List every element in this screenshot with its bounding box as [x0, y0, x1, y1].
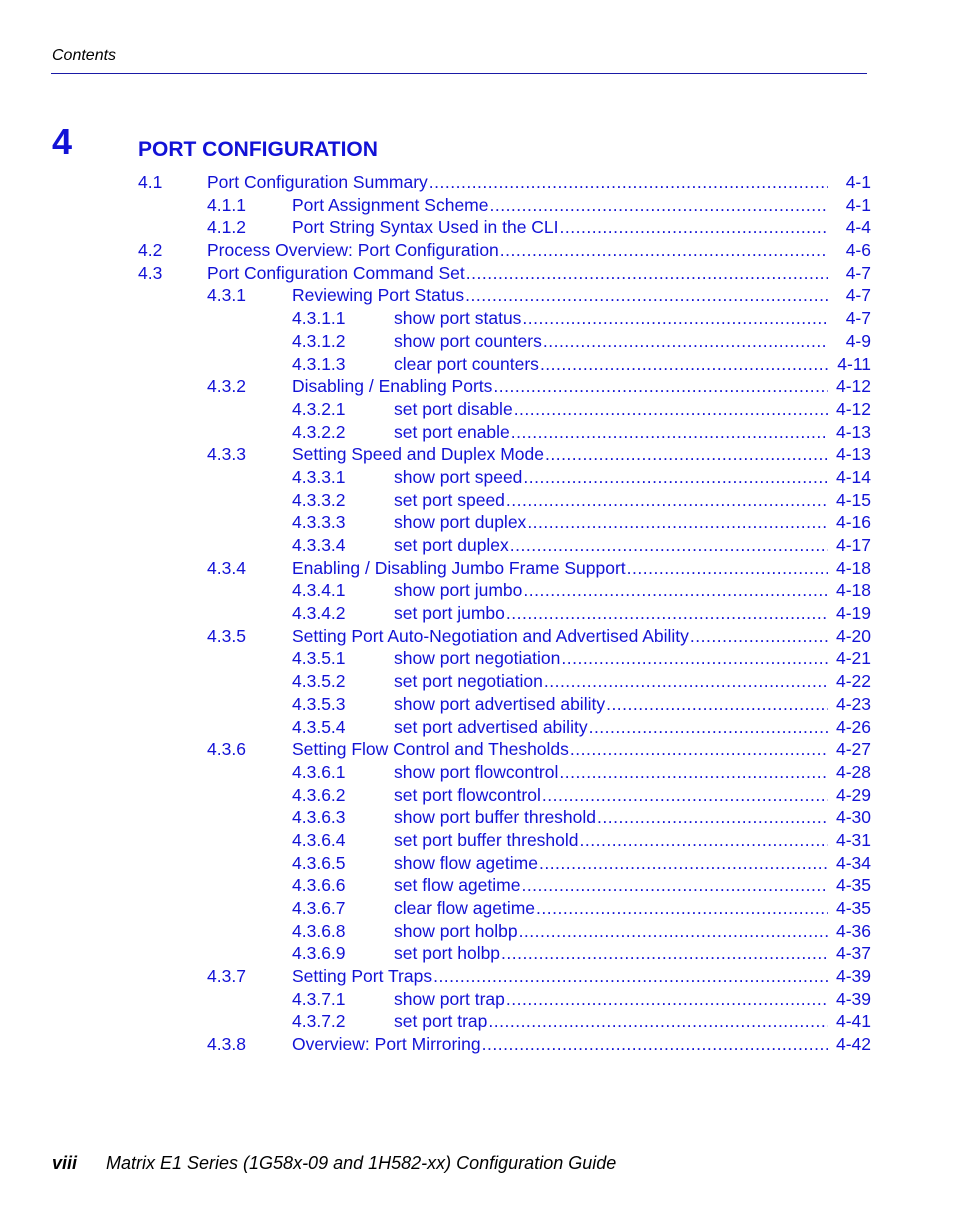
- toc-entry-number: 4.3.6.8: [292, 920, 346, 941]
- toc-entry[interactable]: [0, 216, 954, 239]
- toc-entry-title[interactable]: Port Assignment Scheme: [292, 194, 489, 215]
- dot-leader: [429, 171, 828, 193]
- dot-leader: [580, 829, 828, 851]
- toc-entry-title[interactable]: set port duplex: [394, 535, 509, 555]
- toc-entry-number: 4.3.1.3: [292, 353, 346, 374]
- toc-entry-title-box[interactable]: [394, 647, 871, 669]
- toc-entry-page[interactable]: 4-42: [835, 1034, 871, 1055]
- dot-leader: [510, 534, 828, 556]
- toc-entry[interactable]: [0, 443, 954, 466]
- dot-leader: [561, 647, 828, 669]
- toc-entry-title[interactable]: show port speed: [394, 466, 523, 487]
- toc-entry-title-box[interactable]: [394, 920, 871, 942]
- toc-entry-title-box[interactable]: [394, 829, 871, 851]
- toc-entry-page[interactable]: 4-14: [835, 466, 871, 487]
- toc-entry-title-box[interactable]: [394, 511, 871, 533]
- toc-entry-title-box[interactable]: [394, 806, 871, 828]
- toc-entry-title-box[interactable]: [394, 353, 871, 375]
- toc-entry-page[interactable]: 4-26: [835, 716, 871, 737]
- toc-entry[interactable]: [0, 421, 954, 444]
- toc-entry-title[interactable]: set port trap: [394, 1011, 488, 1032]
- toc-entry-title-box[interactable]: [394, 761, 871, 783]
- toc-entry-title[interactable]: Setting Speed and Duplex Mode: [292, 444, 544, 465]
- toc-entry[interactable]: [0, 330, 954, 353]
- toc-entry-page[interactable]: 4-13: [835, 444, 871, 465]
- dot-leader: [542, 784, 828, 806]
- dot-leader: [545, 443, 828, 465]
- toc-entry-title[interactable]: clear flow agetime: [394, 898, 536, 918]
- toc-entry-number: 4.3: [138, 262, 163, 283]
- dot-leader: [466, 262, 828, 284]
- dot-leader: [539, 852, 828, 874]
- toc-entry-page[interactable]: 4-28: [835, 761, 871, 782]
- toc-entry-page[interactable]: 4-18: [835, 580, 871, 601]
- toc-entry[interactable]: [0, 602, 954, 625]
- toc-entry-number: 4.3.6.9: [292, 943, 346, 964]
- toc-entry[interactable]: [0, 852, 954, 875]
- toc-entry-title-box[interactable]: [207, 171, 871, 193]
- toc-entry-title-box[interactable]: [394, 852, 871, 874]
- toc-entry-number: 4.3.6.2: [292, 784, 346, 805]
- toc-entry-number: 4.3.4: [207, 557, 246, 578]
- toc-entry-number: 4.3.5.2: [292, 671, 346, 692]
- toc-entry-page[interactable]: 4-13: [835, 421, 871, 442]
- toc-entry-title[interactable]: set flow agetime: [394, 875, 521, 896]
- toc-entry[interactable]: [0, 1033, 954, 1056]
- page-footer: [52, 1153, 616, 1174]
- toc-entry-number: 4.3.1.2: [292, 330, 346, 351]
- dot-leader: [514, 398, 828, 420]
- toc-entry-number: 4.2: [138, 240, 163, 261]
- toc-entry-page[interactable]: 4-41: [835, 1011, 871, 1032]
- dot-leader: [482, 1033, 828, 1055]
- toc-entry-number: 4.3.1: [207, 285, 246, 306]
- toc-entry[interactable]: [0, 534, 954, 557]
- toc-entry-title[interactable]: show port buffer threshold: [394, 807, 597, 828]
- toc-entry[interactable]: [0, 874, 954, 897]
- page-folio: viii: [52, 1153, 78, 1173]
- toc-entry[interactable]: [0, 988, 954, 1011]
- toc-entry-title[interactable]: Setting Port Traps: [292, 966, 433, 987]
- toc-entry-title[interactable]: Port String Syntax Used in the CLI: [292, 217, 559, 238]
- toc-entry-page[interactable]: 4-15: [835, 489, 871, 510]
- toc-entry-title[interactable]: set port holbp: [394, 943, 501, 964]
- toc-entry-page[interactable]: 4-11: [837, 353, 871, 374]
- toc-entry-page[interactable]: 4-31: [835, 829, 871, 850]
- toc-entry-title[interactable]: Overview: Port Mirroring: [292, 1034, 481, 1055]
- dot-leader: [488, 1010, 828, 1032]
- toc-entry-title[interactable]: set port jumbo: [394, 603, 505, 624]
- toc-entry[interactable]: [0, 738, 954, 761]
- toc-entry-number: 4.3.6.7: [292, 898, 346, 918]
- toc-entry-number: 4.3.6.1: [292, 761, 346, 782]
- dot-leader: [559, 761, 828, 783]
- toc-entry-title-box[interactable]: [292, 216, 871, 238]
- toc-entry[interactable]: [0, 262, 954, 285]
- toc-entry[interactable]: [0, 511, 954, 534]
- toc-entry-title-box[interactable]: [292, 194, 871, 216]
- dot-leader: [540, 353, 828, 375]
- toc-entry-page[interactable]: 4-39: [835, 966, 871, 987]
- toc-entry-number: 4.1.1: [207, 194, 246, 215]
- toc-entry-title[interactable]: show port flowcontrol: [394, 761, 559, 782]
- toc-entry-title[interactable]: show port duplex: [394, 512, 527, 533]
- toc-entry-title[interactable]: show port status: [394, 308, 522, 329]
- toc-entry-number: 4.3.3.2: [292, 489, 346, 510]
- toc-entry-title[interactable]: set port buffer threshold: [394, 829, 579, 850]
- toc-entry[interactable]: [0, 557, 954, 580]
- toc-entry-title[interactable]: set port enable: [394, 421, 510, 442]
- toc-entry-title-box[interactable]: [292, 375, 871, 397]
- toc-entry-number: 4.3.3.3: [292, 512, 346, 533]
- chapter-title[interactable]: PORT CONFIGURATION: [138, 138, 378, 161]
- toc-entry[interactable]: [0, 829, 954, 852]
- toc-entry-number: 4.3.7.2: [292, 1011, 346, 1032]
- dot-leader: [570, 738, 828, 760]
- toc-entry-title[interactable]: set port speed: [394, 489, 505, 510]
- dot-leader: [523, 579, 828, 601]
- toc-entry-number: 4.3.7: [207, 966, 246, 987]
- toc-entry-title[interactable]: show port holbp: [394, 920, 518, 941]
- toc-entry-number: 4.3.6: [207, 739, 246, 760]
- toc-entry[interactable]: [0, 806, 954, 829]
- dot-leader: [523, 466, 828, 488]
- toc-entry-title-box[interactable]: [394, 988, 871, 1010]
- toc-entry-title[interactable]: Reviewing Port Status: [292, 285, 465, 306]
- toc-entry-title[interactable]: Port Configuration Summary: [207, 172, 428, 192]
- toc-entry-number: 4.3.6.5: [292, 852, 346, 873]
- running-header: Contents: [52, 47, 117, 64]
- toc-entry-page[interactable]: 4-22: [835, 671, 871, 692]
- toc-entry[interactable]: [0, 489, 954, 512]
- toc-entry[interactable]: [0, 647, 954, 670]
- toc-entry-title-box[interactable]: [394, 602, 871, 624]
- toc-entry-title[interactable]: Enabling / Disabling Jumbo Frame Support: [292, 557, 626, 578]
- toc-entry-page[interactable]: 4-7: [845, 308, 871, 329]
- toc-entry-number: 4.3.8: [207, 1034, 246, 1055]
- toc-entry-page[interactable]: 4-7: [845, 285, 871, 306]
- toc-entry-number: 4.1.2: [207, 217, 246, 238]
- toc-entry[interactable]: [0, 920, 954, 943]
- toc-entry-title-box[interactable]: [394, 693, 871, 715]
- dot-leader: [501, 942, 828, 964]
- toc-entry-number: 4.3.2.1: [292, 398, 346, 419]
- toc-entry-title-box[interactable]: [292, 965, 871, 987]
- toc-entry-title[interactable]: set port advertised ability: [394, 716, 588, 737]
- toc-entry-page[interactable]: 4-16: [835, 512, 871, 533]
- toc-entry-title-box[interactable]: [292, 284, 871, 306]
- toc-entry-number: 4.3.7.1: [292, 988, 346, 1009]
- toc-entry-number: 4.3.3.4: [292, 535, 346, 555]
- toc-entry-number: 4.3.6.4: [292, 829, 346, 850]
- toc-entry-title-box[interactable]: [394, 534, 871, 556]
- toc-entry[interactable]: [0, 353, 954, 376]
- toc-entry-title[interactable]: show port advertised ability: [394, 693, 606, 714]
- dot-leader: [560, 216, 828, 238]
- dot-leader: [690, 625, 828, 647]
- toc-entry-title-box[interactable]: [394, 784, 871, 806]
- toc-entry-title[interactable]: Port Configuration Command Set: [207, 262, 465, 283]
- toc-entry-number: 4.3.5.4: [292, 716, 346, 737]
- toc-entry-title[interactable]: Disabling / Enabling Ports: [292, 376, 493, 397]
- toc-entry-number: 4.3.3.1: [292, 466, 346, 487]
- toc-entry[interactable]: [0, 307, 954, 330]
- toc-entry-number: 4.3.6.3: [292, 807, 346, 828]
- toc-entry-title[interactable]: set port flowcontrol: [394, 784, 541, 805]
- toc-entry-page[interactable]: 4-29: [835, 784, 871, 805]
- toc-entry-title-box[interactable]: [394, 579, 871, 601]
- toc-entry-title-box[interactable]: [292, 1033, 871, 1055]
- toc-entry-title-box[interactable]: [394, 897, 871, 919]
- toc-entry-number: 4.3.5: [207, 625, 246, 646]
- toc-entry[interactable]: [0, 897, 954, 920]
- dot-leader: [500, 239, 828, 261]
- toc-entry-page[interactable]: 4-37: [835, 943, 871, 964]
- toc-entry-page[interactable]: 4-1: [845, 172, 871, 192]
- toc-entry-page[interactable]: 4-4: [845, 217, 871, 238]
- toc-entry[interactable]: [0, 693, 954, 716]
- dot-leader: [527, 511, 828, 533]
- dot-leader: [522, 307, 828, 329]
- toc-entry-title[interactable]: Setting Port Auto-Negotiation and Advertised Ability: [292, 625, 689, 646]
- toc-entry[interactable]: [0, 716, 954, 739]
- dot-leader: [465, 284, 828, 306]
- toc-entry-page[interactable]: 4-35: [835, 875, 871, 896]
- toc-entry-page[interactable]: 4-35: [835, 898, 871, 918]
- toc-entry-title-box[interactable]: [394, 421, 871, 443]
- toc-entry-title-box[interactable]: [207, 239, 871, 261]
- toc-entry[interactable]: [0, 398, 954, 421]
- dot-leader: [511, 421, 828, 443]
- dot-leader: [536, 897, 828, 919]
- toc-entry-page[interactable]: 4-19: [835, 603, 871, 624]
- toc-entry-title-box[interactable]: [394, 942, 871, 964]
- toc-entry-page[interactable]: 4-21: [835, 648, 871, 669]
- dot-leader: [606, 693, 828, 715]
- toc-entry[interactable]: [0, 579, 954, 602]
- toc-entry-number: 4.3.2.2: [292, 421, 346, 442]
- toc-entry-title-box[interactable]: [394, 398, 871, 420]
- toc-entry-title[interactable]: show port counters: [394, 330, 542, 351]
- toc-entry-title-box[interactable]: [292, 625, 871, 647]
- dot-leader: [543, 330, 828, 352]
- toc-entry-title[interactable]: clear port counters: [394, 353, 539, 374]
- document-title: Matrix E1 Series (1G58x-09 and 1H582-xx) Configuration Guide: [106, 1153, 617, 1173]
- toc-entry-page[interactable]: 4-17: [835, 535, 871, 555]
- table-of-contents: [0, 171, 954, 1056]
- chapter-number: 4: [52, 121, 73, 162]
- toc-entry[interactable]: [0, 625, 954, 648]
- toc-entry-title-box[interactable]: [394, 716, 871, 738]
- dot-leader: [544, 670, 828, 692]
- toc-entry-title[interactable]: Process Overview: Port Configuration: [207, 240, 499, 261]
- toc-entry[interactable]: [0, 239, 954, 262]
- toc-entry[interactable]: [0, 761, 954, 784]
- toc-entry-number: 4.3.5.1: [292, 648, 346, 669]
- toc-entry[interactable]: [0, 194, 954, 217]
- toc-entry-page[interactable]: 4-27: [835, 739, 871, 760]
- toc-entry-title-box[interactable]: [394, 489, 871, 511]
- toc-entry-page[interactable]: 4-20: [835, 625, 871, 646]
- toc-entry-number: 4.3.2: [207, 376, 246, 397]
- header-rule: [51, 73, 867, 74]
- toc-entry-page[interactable]: 4-39: [835, 988, 871, 1009]
- dot-leader: [493, 375, 828, 397]
- toc-entry-page[interactable]: 4-1: [845, 194, 871, 215]
- dot-leader: [627, 557, 828, 579]
- toc-entry-title[interactable]: show port trap: [394, 988, 505, 1009]
- toc-entry-title[interactable]: Setting Flow Control and Thesholds: [292, 739, 569, 760]
- toc-entry-title[interactable]: set port negotiation: [394, 671, 543, 692]
- toc-entry-title-box[interactable]: [292, 557, 871, 579]
- toc-entry-page[interactable]: 4-7: [845, 262, 871, 283]
- toc-entry-page[interactable]: 4-23: [835, 693, 871, 714]
- toc-entry[interactable]: [0, 965, 954, 988]
- toc-entry-title[interactable]: set port disable: [394, 398, 513, 419]
- toc-entry-page[interactable]: 4-36: [835, 920, 871, 941]
- toc-entry-number: 4.3.5.3: [292, 693, 346, 714]
- toc-entry-title[interactable]: show port jumbo: [394, 580, 523, 601]
- toc-entry-title[interactable]: show flow agetime: [394, 852, 538, 873]
- toc-entry-title-box[interactable]: [292, 738, 871, 760]
- dot-leader: [506, 988, 828, 1010]
- toc-entry-page[interactable]: 4-34: [835, 852, 871, 873]
- toc-entry[interactable]: [0, 171, 954, 194]
- toc-entry-number: 4.3.4.1: [292, 580, 346, 601]
- dot-leader: [506, 602, 828, 624]
- dot-leader: [433, 965, 828, 987]
- toc-entry-page[interactable]: 4-12: [835, 398, 871, 419]
- dot-leader: [521, 874, 828, 896]
- toc-entry-page[interactable]: 4-6: [845, 240, 871, 261]
- toc-entry-title[interactable]: show port negotiation: [394, 648, 561, 669]
- toc-entry-number: 4.3.1.1: [292, 308, 346, 329]
- toc-entry-number: 4.3.3: [207, 444, 246, 465]
- toc-entry-page[interactable]: 4-9: [845, 330, 871, 351]
- toc-entry-number: 4.3.4.2: [292, 603, 346, 624]
- toc-entry-number: 4.3.6.6: [292, 875, 346, 896]
- toc-entry-title-box[interactable]: [394, 330, 871, 352]
- toc-entry[interactable]: [0, 784, 954, 807]
- toc-entry-page[interactable]: 4-18: [835, 557, 871, 578]
- toc-entry-page[interactable]: 4-12: [835, 376, 871, 397]
- dot-leader: [597, 806, 828, 828]
- toc-entry-title-box[interactable]: [207, 262, 871, 284]
- toc-entry-title-box[interactable]: [394, 874, 871, 896]
- toc-entry[interactable]: [0, 942, 954, 965]
- toc-entry-title-box[interactable]: [394, 307, 871, 329]
- toc-entry-title-box[interactable]: [292, 443, 871, 465]
- dot-leader: [489, 194, 828, 216]
- toc-entry[interactable]: [0, 466, 954, 489]
- toc-entry-number: 4.1: [138, 172, 163, 192]
- toc-entry-title-box[interactable]: [394, 466, 871, 488]
- dot-leader: [519, 920, 828, 942]
- toc-entry-title-box[interactable]: [394, 670, 871, 692]
- toc-entry-title-box[interactable]: [394, 1010, 871, 1032]
- dot-leader: [506, 489, 828, 511]
- toc-entry[interactable]: [0, 670, 954, 693]
- toc-entry[interactable]: [0, 375, 954, 398]
- dot-leader: [589, 716, 828, 738]
- toc-entry-page[interactable]: 4-30: [835, 807, 871, 828]
- toc-entry[interactable]: [0, 284, 954, 307]
- toc-entry[interactable]: [0, 1010, 954, 1033]
